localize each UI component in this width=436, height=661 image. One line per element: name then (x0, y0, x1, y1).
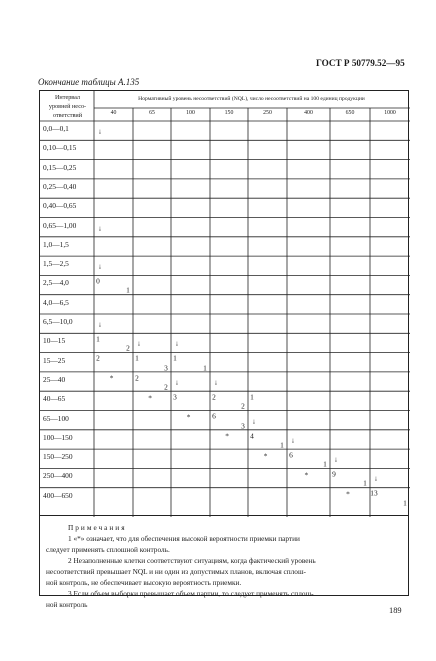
interval-header-line-3: ответствий (52, 112, 83, 119)
interval-row-label: 2,5—4,0 (43, 278, 69, 288)
down-arrow-mark: ↓ (98, 222, 102, 232)
document-header: ГОСТ Р 50779.52—95 (316, 58, 405, 68)
interval-row-label: 250—400 (43, 471, 73, 481)
table-grid (40, 91, 410, 517)
acceptance-number: 1 (126, 285, 130, 295)
acceptance-number: 1 (280, 440, 284, 450)
nql-value: 150 (224, 110, 234, 116)
down-arrow-mark: ↓ (137, 338, 141, 348)
notes-title: Примечания (68, 523, 127, 532)
acceptance-number: 2 (164, 382, 168, 392)
interval-row-label: 0,25—0,40 (43, 181, 77, 191)
nql-value: 1000 (384, 110, 396, 116)
acceptance-number: 1 (135, 353, 139, 363)
acceptance-number: 9 (332, 469, 336, 479)
acceptance-number: 3 (173, 392, 177, 402)
notes-section (39, 516, 409, 609)
acceptance-number: 2 (212, 392, 216, 402)
acceptance-number: 2 (135, 372, 139, 382)
sampling-table (39, 90, 409, 516)
acceptance-number: 3 (164, 362, 168, 372)
down-arrow-mark: ↓ (291, 435, 295, 445)
acceptance-number: 1 (403, 498, 407, 508)
acceptance-number: 3 (241, 420, 245, 430)
note-line-7: ной контроль (46, 600, 88, 609)
acceptance-number: 1 (250, 392, 254, 402)
full-inspection-star: * (263, 450, 268, 460)
acceptance-number: 1 (323, 459, 327, 469)
note-line-6: 3 Если объем выборки превышает объем партии, то следует применять сплош- (68, 589, 314, 598)
table-caption: Окончание таблицы А.135 (38, 77, 140, 87)
interval-row-label: 1,0—1,5 (43, 239, 69, 249)
acceptance-number: 2 (241, 401, 245, 411)
acceptance-number: 4 (250, 430, 254, 440)
full-inspection-star: * (148, 393, 152, 403)
interval-row-label: 0,15—0,25 (43, 162, 77, 172)
note-line-3: 2 Незаполненные клетки соответствуют ситуациям, когда фактический уровень (68, 556, 316, 565)
down-arrow-mark: ↓ (98, 319, 102, 329)
acceptance-number: 13 (370, 488, 378, 498)
down-arrow-mark: ↓ (98, 261, 102, 271)
full-inspection-star: * (109, 373, 114, 383)
note-line-1: 1 «*» означает, что для обеспечения высокой вероятности приемки партии (68, 534, 300, 543)
interval-row-label: 0,65—1,00 (43, 220, 77, 230)
interval-row-label: 150—250 (43, 452, 73, 462)
acceptance-number: 1 (173, 353, 177, 363)
page-number: 189 (389, 606, 402, 615)
acceptance-number: 2 (96, 353, 100, 363)
nql-value: 65 (149, 110, 155, 116)
interval-header-line-1: Интервал (54, 94, 81, 101)
acceptance-number: 2 (126, 343, 130, 353)
interval-header-line-2: уровней несо- (48, 103, 87, 110)
full-inspection-star: * (304, 470, 309, 480)
down-arrow-mark: ↓ (252, 415, 256, 425)
down-arrow-mark: ↓ (175, 338, 179, 348)
acceptance-number: 6 (289, 450, 293, 460)
interval-row-label: 0,10—0,15 (43, 143, 77, 153)
interval-row-label: 1,5—2,5 (43, 259, 69, 269)
interval-row-label: 0,40—0,65 (43, 201, 77, 211)
full-inspection-star: * (186, 412, 191, 422)
note-line-5: ной контроль, не обеспечивает высокую вероятность приемки. (46, 578, 242, 587)
note-line-4: несоответствий превышает NQL и ни один из допустимых планов, включая сплош- (46, 567, 306, 576)
nql-value: 650 (345, 110, 355, 116)
acceptance-number: 6 (212, 411, 216, 421)
nql-header: Нормативный уровень несоответствий (NQL), число несоответствий на 100 единиц продукции (138, 96, 365, 102)
interval-row-label: 6,5—10,0 (43, 317, 73, 326)
down-arrow-mark: ↓ (98, 126, 102, 136)
nql-value: 100 (186, 110, 195, 116)
nql-value: 400 (304, 110, 313, 116)
acceptance-number: 1 (203, 362, 207, 372)
interval-row-label: 0,0—0,1 (43, 124, 69, 133)
interval-row-label: 25—40 (43, 374, 66, 384)
down-arrow-mark: ↓ (175, 377, 179, 387)
full-inspection-star: * (346, 489, 350, 499)
interval-row-label: 400—650 (43, 490, 73, 500)
interval-row-label: 100—150 (43, 432, 73, 442)
acceptance-number: 1 (363, 478, 367, 488)
nql-value: 250 (263, 110, 272, 116)
interval-row-label: 10—15 (43, 336, 66, 346)
acceptance-number: 0 (96, 276, 100, 286)
interval-row-label: 65—100 (43, 413, 69, 423)
full-inspection-star: * (225, 431, 229, 441)
acceptance-number: 1 (96, 334, 100, 344)
down-arrow-mark: ↓ (214, 377, 218, 387)
interval-row-label: 40—65 (43, 394, 66, 404)
down-arrow-mark: ↓ (334, 454, 338, 464)
interval-row-label: 4,0—6,5 (43, 297, 69, 307)
nql-value: 40 (110, 110, 117, 116)
note-line-2: следует применять сплошной контроль. (46, 545, 170, 554)
down-arrow-mark: ↓ (374, 473, 378, 483)
interval-row-label: 15—25 (43, 355, 66, 365)
